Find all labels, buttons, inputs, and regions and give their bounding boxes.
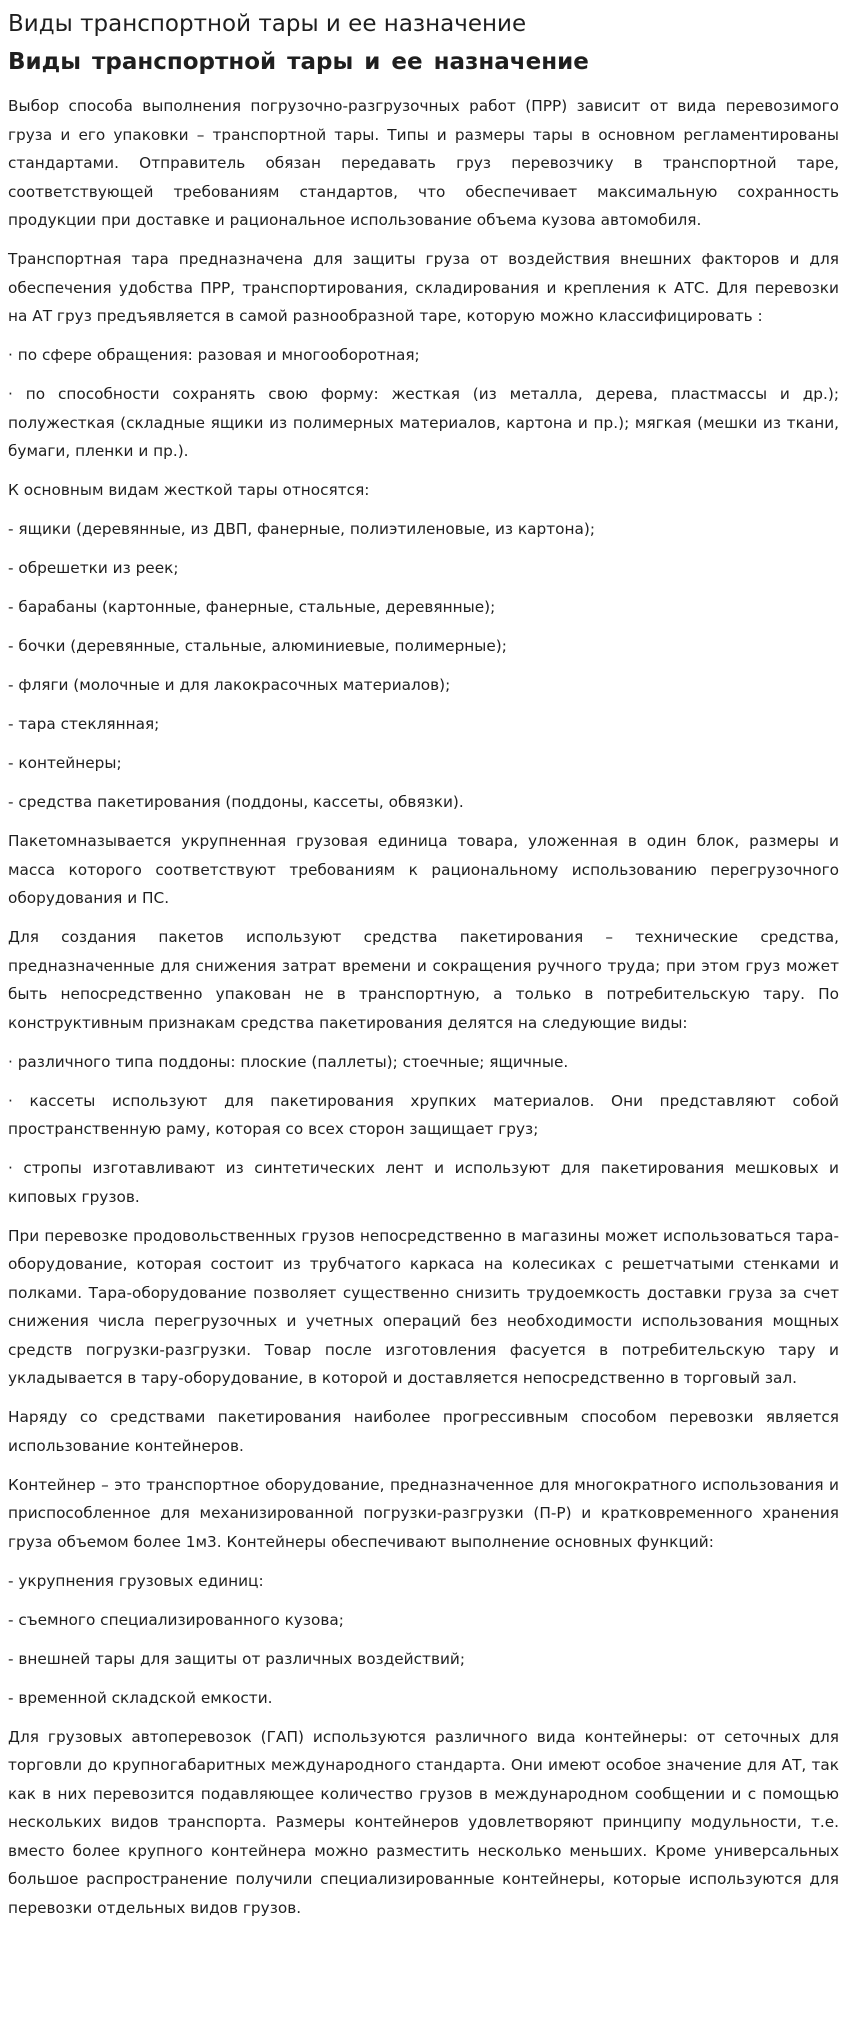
body-paragraph: - барабаны (картонные, фанерные, стальные, деревянные); (8, 598, 496, 616)
body-paragraph: Транспортная тара предназначена для защиты груза от воздействия внешних факторов и для обеспечения удобства ПРР, транспортирования, складирования и крепления к АТС. Для перевозки на АТ груз предъявляется в самой разнообразной таре, которую можно классифицировать : (8, 250, 839, 325)
body-paragraph: При перевозке продовольственных грузов непосредственно в магазины может использоваться тара-оборудование, которая состоит из трубчатого каркаса на колесиках с решетчатыми стенками и полками. Тара-оборудование позволяет существенно снизить трудоемкость доставки груза за счет снижения числа перегрузочных и учетных операций без необходимости использования мощных средств погрузки-разгрузки. Товар после изготовления фасуется в потребительскую тару и укладывается в тару-оборудование, в которой и доставляется непосредственно в торговый зал. (8, 1226, 839, 1387)
body-paragraph: - тара стеклянная; (8, 715, 160, 733)
body-paragraph: К основным видам жесткой тары относятся: (8, 481, 370, 499)
body-paragraph: Для грузовых автоперевозок (ГАП) используются различного вида контейнеры: от сеточных для торговли до крупногабаритных международного стандарта. Они имеют особое значение для АТ, так как в них перевозится подавляющее количество грузов в международном сообщении и с помощью нескольких видов транспорта. Размеры контейнеров удовлетворяют принципу модульности, т.е. вместо более крупного контейнера можно разместить несколько меньших. Кроме универсальных большое распространение получили специализированные контейнеры, которые используются для перевозки отдельных видов грузов. (8, 1727, 839, 1917)
body-paragraph: Для создания пакетов используют средства пакетирования – технические средства, предназначенные для снижения затрат времени и сокращения ручного труда; при этом груз может быть непосредственно упакован не в транспортную, а только в потребительскую тару. По конструктивным признакам средства пакетирования делятся на следующие виды: (8, 928, 839, 1032)
body-paragraph: · стропы изготавливают из синтетических лент и используют для пакетирования мешковых и киповых грузов. (8, 1159, 839, 1206)
body-paragraph: - фляги (молочные и для лакокрасочных материалов); (8, 676, 451, 694)
body-paragraph: Выбор способа выполнения погрузочно-разгрузочных работ (ПРР) зависит от вида перевозимого груза и его упаковки – транспортной тары. Типы и размеры тары в основном регламентированы стандартами. Отправитель обязан передавать груз перевозчику в транспортной таре, соответствующей требованиям стандартов, что обеспечивает максимальную сохранность продукции при доставке и рациональное использование объема кузова автомобиля. (8, 97, 839, 229)
body-paragraph: - бочки (деревянные, стальные, алюминиевые, полимерные); (8, 637, 507, 655)
body-paragraph: - временной складской емкости. (8, 1688, 273, 1707)
body-paragraph: · различного типа поддоны: плоские (паллеты); стоечные; ящичные. (8, 1052, 569, 1071)
article-heading: Виды транспортной тары и ее назначение (8, 49, 589, 75)
article-body (8, 92, 839, 1922)
body-paragraph: - укрупнения грузовых единиц: (8, 1571, 264, 1590)
body-paragraph: - контейнеры; (8, 754, 122, 772)
body-paragraph: · кассеты используют для пакетирования хрупких материалов. Они представляют собой пространственную раму, которая со всех сторон защищает груз; (8, 1091, 839, 1138)
body-paragraph: - ящики (деревянные, из ДВП, фанерные, полиэтиленовые, из картона); (8, 520, 596, 538)
body-paragraph: Пакетомназывается укрупненная грузовая единица товара, уложенная в один блок, размеры и масса которого соответствуют требованиям к рациональному использованию перегрузочного оборудования и ПС. (8, 832, 839, 907)
body-paragraph: · по сфере обращения: разовая и многооборотная; (8, 346, 420, 364)
body-paragraph: Контейнер – это транспортное оборудование, предназначенное для многократного использования и приспособленное для механизированной погрузки-разгрузки (П-Р) и кратковременного хранения груза объемом более 1м3. Контейнеры обеспечивают выполнение основных функций: (8, 1475, 839, 1551)
body-paragraph: - съемного специализированного кузова; (8, 1610, 344, 1629)
body-paragraph: - средства пакетирования (поддоны, кассеты, обвязки). (8, 793, 464, 811)
body-paragraph: · по способности сохранять свою форму: жесткая (из металла, дерева, пластмассы и др.); полужесткая (складные ящики из полимерных материалов, картона и пр.); мягкая (мешки из ткани, бумаги, пленки и пр.). (8, 385, 839, 460)
page-title: Виды транспортной тары и ее назначение (8, 11, 527, 37)
body-paragraph: Наряду со средствами пакетирования наиболее прогрессивным способом перевозки является использование контейнеров. (8, 1408, 839, 1455)
body-paragraph: - внешней тары для защиты от различных воздействий; (8, 1649, 465, 1668)
body-paragraph: - обрешетки из реек; (8, 559, 179, 577)
